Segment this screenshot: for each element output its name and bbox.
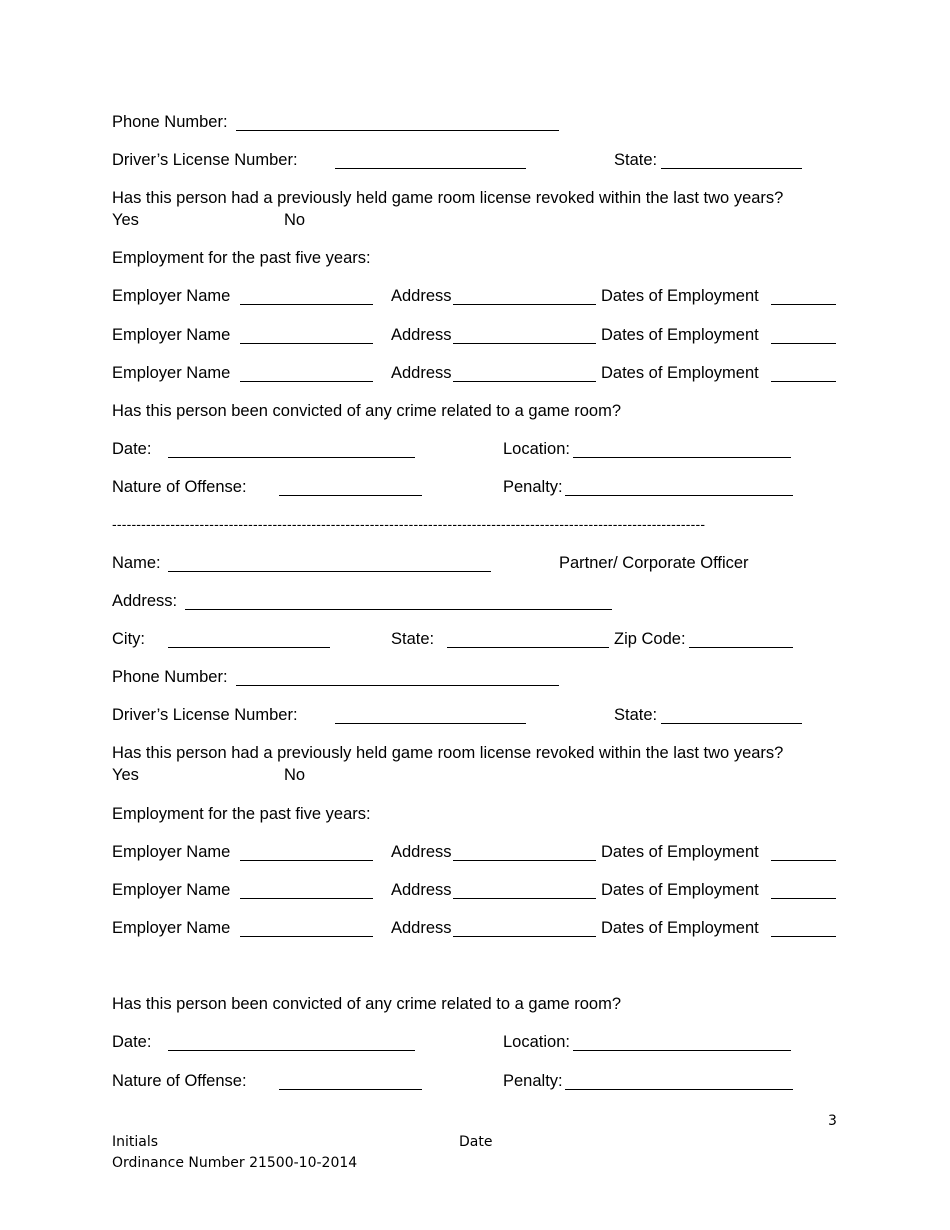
employer-name-field[interactable] xyxy=(240,381,373,382)
employment-dates-label: Dates of Employment xyxy=(601,326,759,344)
address-label: Address: xyxy=(112,592,178,610)
page-number: 3 xyxy=(828,1113,837,1129)
offense-date-label: Date: xyxy=(112,440,152,458)
employment-label: Employment for the past five years: xyxy=(112,805,371,823)
employment-dates-field[interactable] xyxy=(771,343,836,344)
employer-address-label: Address xyxy=(391,326,452,344)
employment-dates-label: Dates of Employment xyxy=(601,919,759,937)
offense-date-field[interactable] xyxy=(168,1050,415,1051)
dl-field[interactable] xyxy=(335,168,526,169)
offense-nature-label: Nature of Offense: xyxy=(112,1072,247,1090)
name-label: Name: xyxy=(112,554,161,572)
city-field[interactable] xyxy=(168,647,330,648)
offense-nature-field[interactable] xyxy=(279,1089,422,1090)
employer-address-field[interactable] xyxy=(453,304,596,305)
employer-address-label: Address xyxy=(391,843,452,861)
zip-field[interactable] xyxy=(689,647,793,648)
offense-location-label: Location: xyxy=(503,1033,570,1051)
employment-dates-field[interactable] xyxy=(771,898,836,899)
offense-nature-field[interactable] xyxy=(279,495,422,496)
address-field[interactable] xyxy=(185,609,612,610)
employment-dates-label: Dates of Employment xyxy=(601,843,759,861)
dl-state-field[interactable] xyxy=(661,168,802,169)
employment-dates-field[interactable] xyxy=(771,304,836,305)
zip-label: Zip Code: xyxy=(614,630,686,648)
employer-address-field[interactable] xyxy=(453,936,596,937)
offense-nature-label: Nature of Offense: xyxy=(112,478,247,496)
penalty-field[interactable] xyxy=(565,1089,793,1090)
employer-address-label: Address xyxy=(391,919,452,937)
offense-location-label: Location: xyxy=(503,440,570,458)
phone-field[interactable] xyxy=(236,130,559,131)
dl-state-label: State: xyxy=(614,706,658,724)
penalty-label: Penalty: xyxy=(503,1072,563,1090)
revoked-yes[interactable]: Yes xyxy=(112,766,139,784)
revoked-question: Has this person had a previously held game room license revoked within the last two years? xyxy=(112,189,784,207)
employer-name-label: Employer Name xyxy=(112,364,231,382)
footer-date-label: Date xyxy=(459,1134,493,1150)
employer-address-label: Address xyxy=(391,881,452,899)
state-label: State: xyxy=(391,630,435,648)
offense-date-label: Date: xyxy=(112,1033,152,1051)
employment-label: Employment for the past five years: xyxy=(112,249,371,267)
dl-label: Driver’s License Number: xyxy=(112,151,298,169)
offense-location-field[interactable] xyxy=(573,457,791,458)
employer-name-label: Employer Name xyxy=(112,919,231,937)
employer-address-label: Address xyxy=(391,364,452,382)
phone-field[interactable] xyxy=(236,685,559,686)
employer-name-field[interactable] xyxy=(240,898,373,899)
role-label: Partner/ Corporate Officer xyxy=(559,554,749,572)
section-divider: -------------------------------------------------------------------------------------------------------------------------- xyxy=(112,516,706,532)
dl-field[interactable] xyxy=(335,723,526,724)
revoked-no[interactable]: No xyxy=(284,766,306,784)
phone-label: Phone Number: xyxy=(112,668,228,686)
employer-address-label: Address xyxy=(391,287,452,305)
initials-label: Initials xyxy=(112,1134,159,1150)
employer-name-label: Employer Name xyxy=(112,843,231,861)
employment-dates-field[interactable] xyxy=(771,381,836,382)
employer-name-field[interactable] xyxy=(240,304,373,305)
penalty-field[interactable] xyxy=(565,495,793,496)
convicted-question: Has this person been convicted of any crime related to a game room? xyxy=(112,402,622,420)
employer-address-field[interactable] xyxy=(453,381,596,382)
city-label: City: xyxy=(112,630,145,648)
employer-name-field[interactable] xyxy=(240,860,373,861)
state-field[interactable] xyxy=(447,647,609,648)
employer-name-label: Employer Name xyxy=(112,326,231,344)
name-field[interactable] xyxy=(168,571,491,572)
revoked-yes[interactable]: Yes xyxy=(112,211,139,229)
employer-name-label: Employer Name xyxy=(112,287,231,305)
convicted-question: Has this person been convicted of any crime related to a game room? xyxy=(112,995,622,1013)
phone-label: Phone Number: xyxy=(112,113,228,131)
employer-address-field[interactable] xyxy=(453,860,596,861)
dl-state-field[interactable] xyxy=(661,723,802,724)
employer-address-field[interactable] xyxy=(453,343,596,344)
dl-label: Driver’s License Number: xyxy=(112,706,298,724)
penalty-label: Penalty: xyxy=(503,478,563,496)
employment-dates-label: Dates of Employment xyxy=(601,881,759,899)
offense-location-field[interactable] xyxy=(573,1050,791,1051)
offense-date-field[interactable] xyxy=(168,457,415,458)
employer-name-label: Employer Name xyxy=(112,881,231,899)
employer-address-field[interactable] xyxy=(453,898,596,899)
employment-dates-label: Dates of Employment xyxy=(601,287,759,305)
ordinance-number: Ordinance Number 21500-10-2014 xyxy=(112,1155,358,1171)
revoked-no[interactable]: No xyxy=(284,211,306,229)
employer-name-field[interactable] xyxy=(240,343,373,344)
employment-dates-field[interactable] xyxy=(771,860,836,861)
employment-dates-label: Dates of Employment xyxy=(601,364,759,382)
revoked-question: Has this person had a previously held game room license revoked within the last two years? xyxy=(112,744,784,762)
employer-name-field[interactable] xyxy=(240,936,373,937)
employment-dates-field[interactable] xyxy=(771,936,836,937)
dl-state-label: State: xyxy=(614,151,658,169)
